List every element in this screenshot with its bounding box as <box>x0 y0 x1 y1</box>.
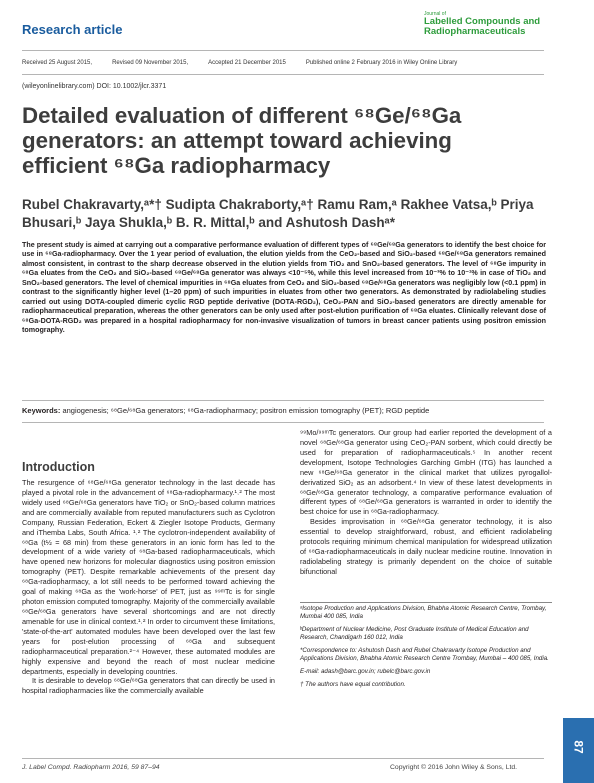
keywords-label: Keywords: <box>22 406 61 415</box>
doi-line[interactable]: (wileyonlinelibrary.com) DOI: 10.1002/jlcr.3371 <box>22 83 167 90</box>
page-number: 87 <box>571 740 586 754</box>
introduction-heading: Introduction <box>22 460 95 474</box>
published-date: Published online 2 February 2016 in Wiley Online Library <box>305 60 458 66</box>
journal-logo-line1: Labelled Compounds and <box>424 16 541 28</box>
footnote-affiliation-b: ᵇDepartment of Nuclear Medicine, Post Graduate Institute of Medical Education and Research, Chandigarh 160 012, India <box>300 626 529 642</box>
footnote-email[interactable]: E-mail: adash@barc.gov.in; rubelc@barc.gov.in <box>300 668 431 676</box>
footer-copyright: Copyright © 2016 John Wiley & Sons, Ltd. <box>390 764 518 771</box>
accepted-date: Accepted 21 December 2015 <box>208 60 286 66</box>
journal-logo <box>424 12 554 37</box>
footnote-correspondence: *Correspondence to: Ashutosh Dash and Rubel Chakravarty Isotope Production and Applications Division, Bhabha Atomic Research Centre Trombay, Mumbai – 400 085, India. <box>300 647 549 663</box>
right-column <box>300 428 552 577</box>
journal-logo-line2: Radiopharmaceuticals <box>424 26 526 38</box>
dates-rule <box>22 74 544 75</box>
left-column <box>22 478 275 696</box>
abstract: The present study is aimed at carrying out a comparative performance evaluation of different types of ⁶⁸Ge/⁶⁸Ga generators to identify the best choice for use in ⁶⁸Ga-radiopharmacy. Over the 1 year period of evaluation, the elution yields from the CeO₂-based and SiO₂-based ⁶⁸Ge/⁶⁸Ga generators remained almost consistent, in contrast to the sharp decrease observed in the elution yields from TiO₂ and SnO₂-based generators. The level of ⁶⁸Ge impurity in ⁶⁸Ga eluates from the CeO₂ and SiO₂-based ⁶⁸Ge/⁶⁸Ga generator was always <10⁻⁵%, while this level increased from 10⁻³% to 10⁻¹% in case of TiO₂ and SnO₂-based generators. The level of chemical impurities in ⁶⁸Ga eluates from CeO₂ and SiO₂-based ⁶⁸Ge/⁶⁸Ga generators was negligibly low (<0.1 ppm) in contrast to the significantly higher level (1–20 ppm) of such impurities in eluates from other two generators. As demonstrated by radiolabeling studies carried out using DOTA-coupled dimeric cyclic RGD peptide derivative (DOTA-RGD₂), CeO₂-PAN and SiO₂-based generators are directly amenable for radiopharmaceutical preparation, whereas the other generators can be only used after post-elution purification of ⁶⁸Ga eluates. Clinically relevant dose of ⁶⁸Ga-DOTA-RGD₂ was prepared in a hospital radiopharmacy for non-invasive visualization of tumors in breast cancer patients using positron emission tomography. <box>22 241 546 334</box>
intro-paragraph-4: Besides improvisation in ⁶⁸Ge/⁶⁸Ga generator technology, it is also essential to develop straightforward, robust, and efficient radiolabeling protocols requiring minimum chemical manipulation for widespread utilization of ⁶⁸Ga-radiopharmaceuticals in daily nuclear medicine routine. Innovation in radiolabeling strategy is primarily dependent on the choice of suitable bifunctional <box>300 517 552 576</box>
article-dates <box>22 60 552 66</box>
author-list: Rubel Chakravarty,ᵃ*† Sudipta Chakraborty,ᵃ† Ramu Ram,ᵃ Rakhee Vatsa,ᵇ Priya Bhusari,ᵇ Jaya Shukla,ᵇ B. R. Mittal,ᵇ and Ashutosh Dashᵃ* <box>22 197 534 231</box>
journal-logo-small: Journal of <box>424 11 446 17</box>
revised-date: Revised 09 November 2015, <box>112 60 189 66</box>
intro-paragraph-3: ⁹⁹Mo/⁹⁹ᵐTc generators. Our group had earlier reported the development of a novel ⁶⁸Ge/⁶⁸Ga generator using CeO₂-PAN sorbent, which could directly be used for preparation of radiopharmaceuticals.⁵ In another recent development, Isotope Technologies Garching GmbH (ITG) has launched a new ⁶⁸Ge/⁶⁸Ga generator in the clinical market that utilizes pyrogallol-derivatized SiO₂ as an adsorbent.⁴ In view of these latest developments in ⁶⁸Ge/⁶⁸Ga generator technology, a comparative performance evaluation of different types of ⁶⁸Ge/⁶⁸Ga generators is warranted in order to identify the best choice for use in ⁶⁸Ga-radiopharmacy. <box>300 428 552 517</box>
keywords <box>22 406 546 415</box>
footer-rule <box>22 758 544 759</box>
abstract-rule <box>22 400 544 401</box>
keywords-rule <box>22 422 544 423</box>
intro-paragraph-2: It is desirable to develop ⁶⁸Ge/⁶⁸Ga generators that can directly be used in hospital radiopharmacies like the commercially available <box>22 676 275 696</box>
section-label: Research article <box>22 22 123 37</box>
article-title: Detailed evaluation of different ⁶⁸Ge/⁶⁸Ga generators: an attempt toward achieving efficient ⁶⁸Ga radiopharmacy <box>22 103 462 178</box>
footnotes <box>300 605 552 695</box>
footnote-rule <box>300 602 552 603</box>
footnote-affiliation-a: ᵃIsotope Production and Applications Division, Bhabha Atomic Research Centre, Trombay, Mumbai 400 085, India <box>300 605 547 621</box>
footer-citation: J. Label Compd. Radiopharm 2016, 59 87–94 <box>22 764 160 771</box>
received-date: Received 25 August 2015, <box>22 60 93 66</box>
keywords-list: angiogenesis; ⁶⁸Ge/⁶⁸Ga generators; ⁶⁸Ga-radiopharmacy; positron emission tomography (PET); RGD peptide <box>62 406 430 415</box>
header-rule <box>22 50 544 51</box>
intro-paragraph-1: The resurgence of ⁶⁸Ge/⁶⁸Ga generator technology in the last decade has played a pivotal role in the advancement of ⁶⁸Ga-radiopharmacy.¹˒² The most widely used ⁶⁸Ge/⁶⁸Ga generators have TiO₂ or SnO₂-based column matrices and are commercially available from reputed manufacturers such as Cyclotron Company, Russian Federation, Eckert & Ziegler Isotope Products, Germany and iThemba Labs, South Africa. ¹˒² The cyclotron-independent availability of ⁶⁸Ga (t½ = 68 min) from these generators in an ionic form has led to the development of a wide variety of ⁶⁸Ga-based radiopharmaceuticals, which have opened new horizons for molecular diagnostics using positron emission tomography (PET). Despite remarkable achievements of the present day ⁶⁸Ga-radiopharmacy, a lot still needs to be performed toward achieving the goal of making ⁶⁸Ga as the 'work-horse' of PET, just as ⁹⁹ᵐTc is for single photon emission computed tomography. Majority of the commercially available ⁶⁸Ge/⁶⁸Ga generators have several shortcomings and are not directly amenable for use in clinical context.¹˒² In order to circumvent these limitations, 'state-of-the-art' automated modules have been developed over the last few years for post-elution processing of ⁶⁸Ga and subsequent radiopharmaceutical preparation.²⁻⁴ However, these automated modules are highly expensive and beyond the reach of most nuclear medicine departments, especially in developing countries. <box>22 478 275 676</box>
footnote-equal-contribution: † The authors have equal contribution. <box>300 681 406 689</box>
